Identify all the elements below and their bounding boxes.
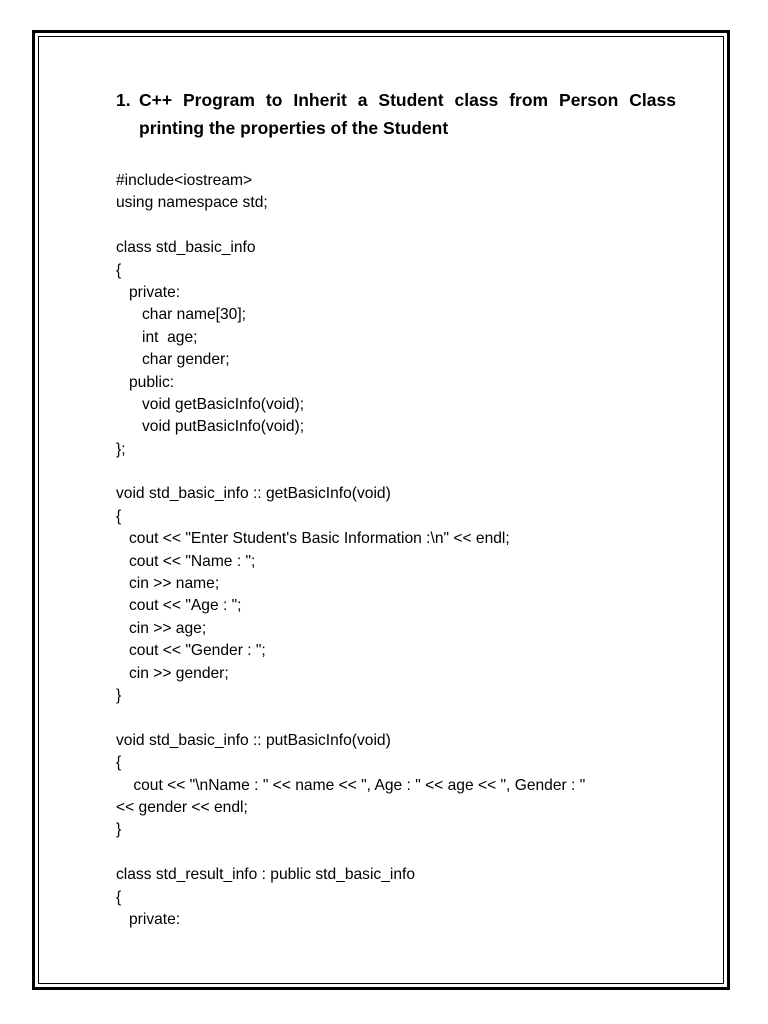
- code-line: }: [116, 686, 122, 704]
- code-line: using namespace std;: [116, 194, 268, 212]
- code-line: int age;: [116, 328, 198, 346]
- code-line: [116, 215, 676, 237]
- code-line: #include<iostream>: [116, 172, 253, 189]
- code-line: void std_basic_info :: getBasicInfo(void): [116, 485, 391, 503]
- code-line: }: [116, 821, 122, 839]
- code-line: void putBasicInfo(void);: [116, 418, 305, 436]
- code-line: char gender;: [116, 351, 230, 369]
- code-line: private:: [116, 910, 181, 928]
- code-line: private:: [116, 283, 181, 301]
- code-line: };: [116, 440, 126, 458]
- code-line: public:: [116, 373, 175, 391]
- code-line: cin >> gender;: [116, 664, 229, 682]
- code-block: [116, 170, 676, 931]
- code-line: class std_result_info : public std_basic_info: [116, 866, 416, 884]
- heading-number: 1.: [116, 90, 131, 110]
- code-line: cout << "Name : ";: [116, 552, 256, 570]
- section-heading: [116, 86, 676, 142]
- document-content: [116, 86, 676, 931]
- code-line: {: [116, 888, 122, 906]
- code-line: {: [116, 754, 122, 772]
- code-line: [116, 461, 676, 483]
- code-line: {: [116, 507, 122, 525]
- code-line: cin >> name;: [116, 575, 220, 593]
- code-line: cin >> age;: [116, 619, 207, 637]
- code-line: char name[30];: [116, 306, 247, 324]
- code-line: class std_basic_info: [116, 239, 256, 257]
- code-line: [116, 842, 676, 864]
- code-line: {: [116, 261, 122, 279]
- code-line: << gender << endl;: [116, 798, 248, 816]
- code-line: [116, 707, 676, 729]
- code-line: cout << "\nName : " << name << ", Age : " << age << ", Gender : ": [116, 776, 586, 794]
- code-line: cout << "Age : ";: [116, 597, 242, 615]
- code-line: cout << "Enter Student's Basic Information :\n" << endl;: [116, 530, 510, 548]
- code-line: cout << "Gender : ";: [116, 642, 266, 660]
- heading-text: C++ Program to Inherit a Student class from Person Class printing the properties of the Student: [139, 90, 676, 138]
- code-line: void std_basic_info :: putBasicInfo(void): [116, 731, 391, 749]
- code-line: void getBasicInfo(void);: [116, 395, 305, 413]
